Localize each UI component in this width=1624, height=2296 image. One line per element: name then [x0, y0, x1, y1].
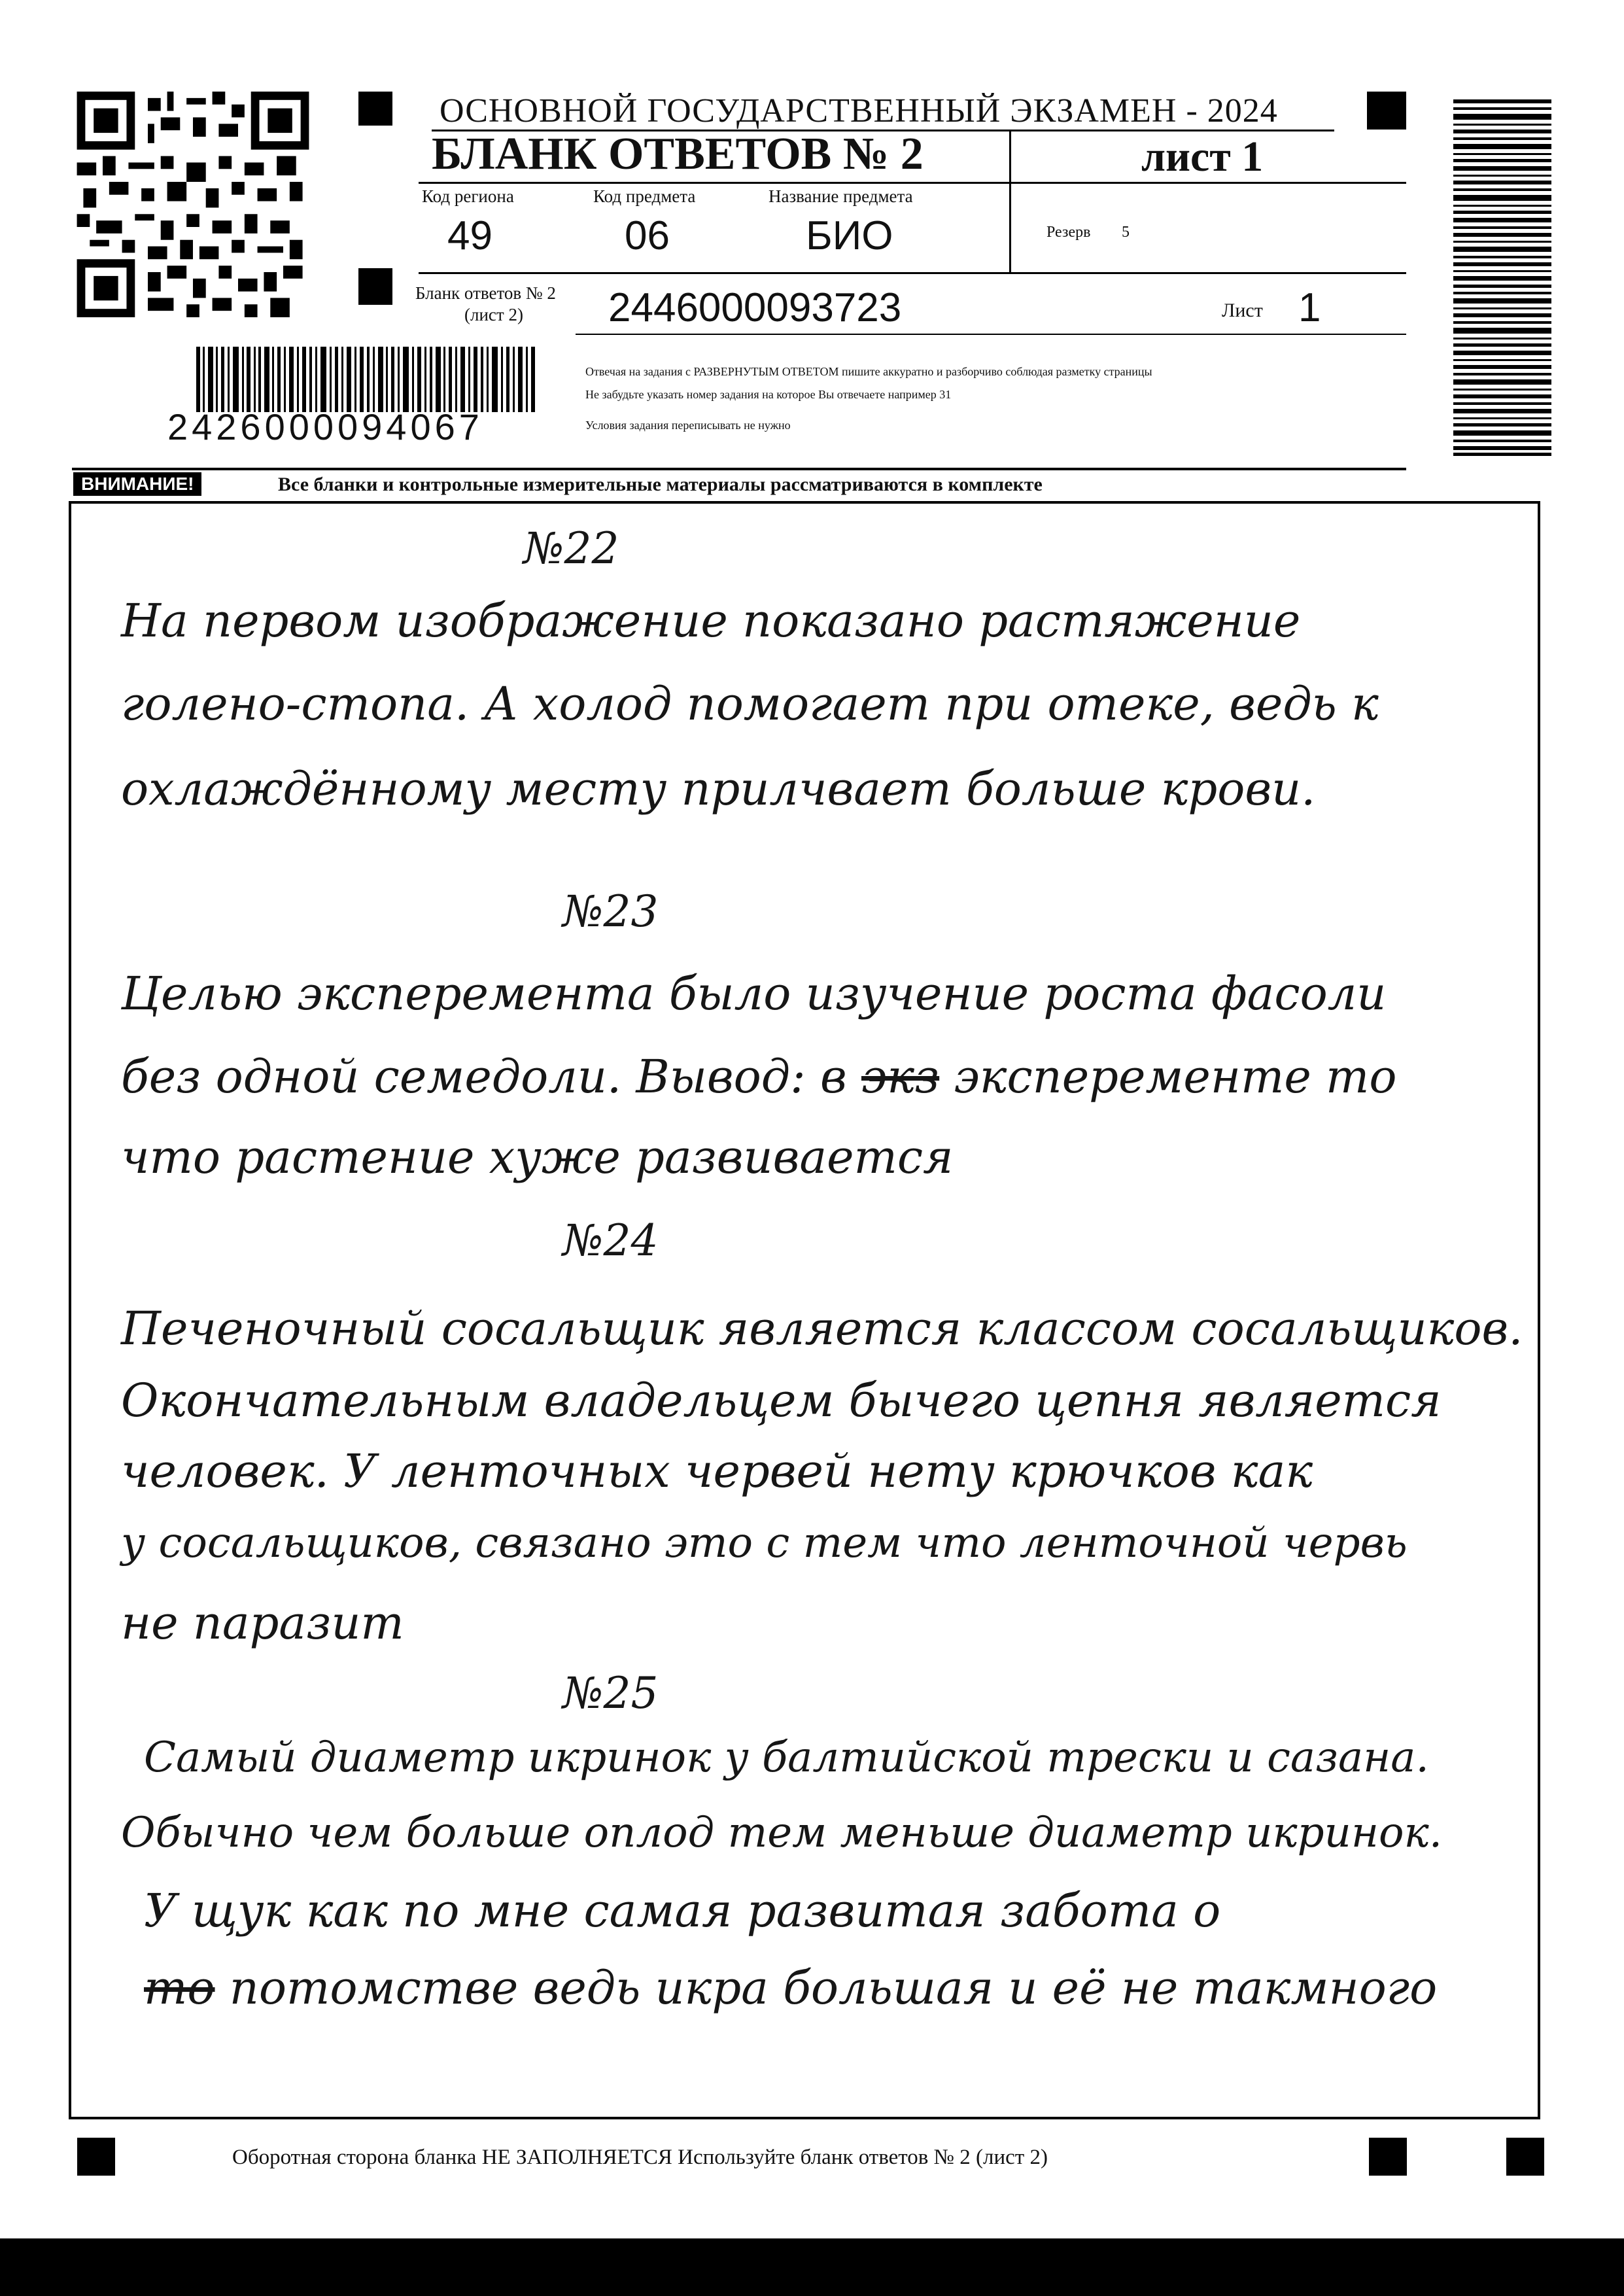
subject-code-value: 06 — [625, 213, 670, 258]
answer-22-line-2: голено-стопа. А холод помогает при отеке, ведь к — [121, 677, 1379, 731]
list-label: Лист — [1222, 300, 1263, 321]
form-ref-line2: (лист 2) — [464, 305, 523, 324]
instruction-2: Не забудьте указать номер задания на которое Вы отвечаете например 31 — [585, 388, 952, 401]
marker-square-bottom-right-2 — [1506, 2138, 1544, 2176]
footer-text: Оборотная сторона бланка НЕ ЗАПОЛНЯЕТСЯ Используйте бланк ответов № 2 (лист 2) — [232, 2146, 1048, 2169]
side-barcode — [1453, 99, 1551, 456]
form-ref-line1: Бланк ответов № 2 — [415, 283, 556, 303]
marker-square-top-left — [358, 92, 392, 126]
region-value: 49 — [447, 213, 492, 258]
marker-square-bottom-left — [77, 2138, 115, 2176]
form-number: 2446000093723 — [608, 285, 902, 330]
region-label: Код региона — [422, 186, 514, 206]
answer-23-strikeout: экз — [861, 1050, 940, 1104]
answer-23-line-2-text: без одной семедоли. Вывод: в — [121, 1050, 847, 1104]
marker-square-top-right — [1367, 92, 1406, 130]
marker-square-bottom-right-1 — [1369, 2138, 1407, 2176]
subject-name-value: БИО — [806, 213, 893, 258]
reserve-label: Резерв — [1046, 224, 1091, 241]
subject-name-label: Название предмета — [769, 186, 913, 206]
scan-edge-band — [0, 2238, 1624, 2296]
reserve-value: 5 — [1122, 224, 1130, 241]
instruction-1: Отвечая на задания с РАЗВЕРНУТЫМ ОТВЕТОМ пишите аккуратно и разборчиво соблюдая разметку страницы — [585, 365, 1152, 378]
answer-23-line-3: что растение хуже развивается — [121, 1130, 954, 1184]
answer-24-line-5: не паразит — [121, 1596, 404, 1650]
warning-text: Все бланки и контрольные измерительные материалы рассматриваются в комплекте — [278, 474, 1043, 495]
answer-23-line-2 — [121, 1050, 1397, 1104]
marker-square-mid-left — [358, 268, 392, 305]
answer-24-line-3: человек. У ленточных червей нету крючков как — [121, 1444, 1313, 1498]
answer-25-line-1: Самый диаметр икринок у балтийской трески и сазана. — [144, 1733, 1429, 1782]
sheet-label: лист 1 — [1141, 133, 1264, 181]
subject-code-label: Код предмета — [593, 186, 696, 206]
qr-code — [75, 92, 311, 317]
answer-24-line-2: Окончательным владельцем бычего цепня является — [121, 1374, 1442, 1427]
exam-title: ОСНОВНОЙ ГОСУДАРСТВЕННЫЙ ЭКЗАМЕН - 2024 — [440, 92, 1278, 130]
answer-22-line-3: охлаждённому месту прилчвает больше крови. — [121, 762, 1316, 816]
answer-24-line-4: у сосальщиков, связано это с тем что ленточной червь — [121, 1519, 1408, 1567]
instruction-3: Условия задания переписывать не нужно — [585, 419, 791, 432]
answer-25-strikeout: то — [144, 1961, 215, 2015]
answer-25-line-2: Обычно чем больше оплод тем меньше диаметр икринок. — [121, 1809, 1443, 1857]
answer-25-line-3: У щук как по мне самая развитая забота о — [144, 1884, 1221, 1938]
barcode-number: 2426000094067 — [167, 406, 483, 447]
answer-23-line-2-tail: эксперементе то — [954, 1050, 1397, 1104]
answer-25-line-4 — [144, 1961, 1437, 2015]
answer-24-line-1: Печеночный сосальщик является классом сосальщиков. — [121, 1302, 1523, 1355]
answer-23-number: №23 — [562, 886, 659, 937]
answer-25-number: №25 — [562, 1668, 659, 1718]
list-value: 1 — [1298, 285, 1321, 330]
form-title: БЛАНК ОТВЕТОВ № 2 — [432, 129, 924, 179]
answer-25-line-4-text: потомстве ведь икра большая и её не такмного — [229, 1961, 1438, 2015]
answer-24-number: №24 — [562, 1215, 659, 1266]
answer-22-number: №22 — [523, 523, 619, 574]
form-barcode — [196, 347, 536, 412]
answer-23-line-1: Целью эксперемента было изучение роста фасоли — [121, 967, 1387, 1020]
answer-22-line-1: На первом изображение показано растяжение — [121, 594, 1301, 648]
warning-badge: ВНИМАНИЕ! — [73, 472, 201, 496]
